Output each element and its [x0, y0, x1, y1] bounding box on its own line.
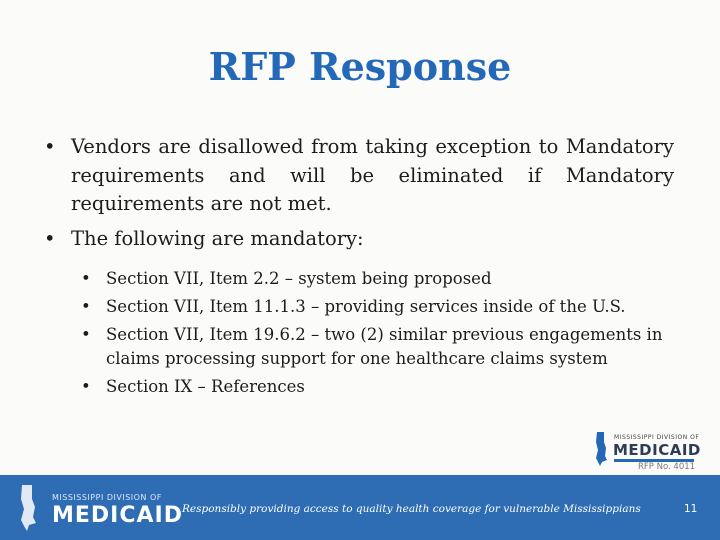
rfp-number: RFP No. 4011 — [638, 462, 696, 472]
footer-bar — [0, 475, 720, 540]
slide-title: RFP Response — [208, 44, 512, 89]
mississippi-state-icon — [18, 485, 38, 531]
mississippi-state-icon — [594, 432, 608, 466]
logo-footer-top-text: MISSISSIPPI DIVISION OF — [52, 493, 162, 502]
sub-bullet-item: • Section VII, Item 2.2 – system being proposed — [61, 267, 674, 291]
logo-small-word: MEDICAID — [613, 441, 701, 459]
bullet-list — [44, 133, 674, 405]
bullet-text: The following are mandatory: — [71, 226, 364, 250]
sub-bullet-item: • Section IX – References — [61, 375, 674, 399]
footer-tagline: Responsibly providing access to quality health coverage for vulnerable Mississippians — [182, 503, 641, 515]
sub-bullet-list — [61, 267, 674, 399]
medicaid-logo-footer — [18, 481, 183, 537]
bullet-item: • Vendors are disallowed from taking exception to Mandatory requirements and will be eliminated if Mandatory requirements are not met. — [44, 133, 674, 219]
logo-small-top-text: MISSISSIPPI DIVISION OF — [614, 434, 700, 441]
logo-footer-word: MEDICAID — [52, 503, 183, 528]
sub-bullet-item: • Section VII, Item 19.6.2 – two (2) similar previous engagements in claims processing support for one healthcare claims system — [61, 323, 674, 371]
page-number: 11 — [684, 503, 698, 515]
bullet-item — [44, 225, 674, 400]
sub-bullet-item: • Section VII, Item 11.1.3 – providing services inside of the U.S. — [61, 295, 674, 319]
